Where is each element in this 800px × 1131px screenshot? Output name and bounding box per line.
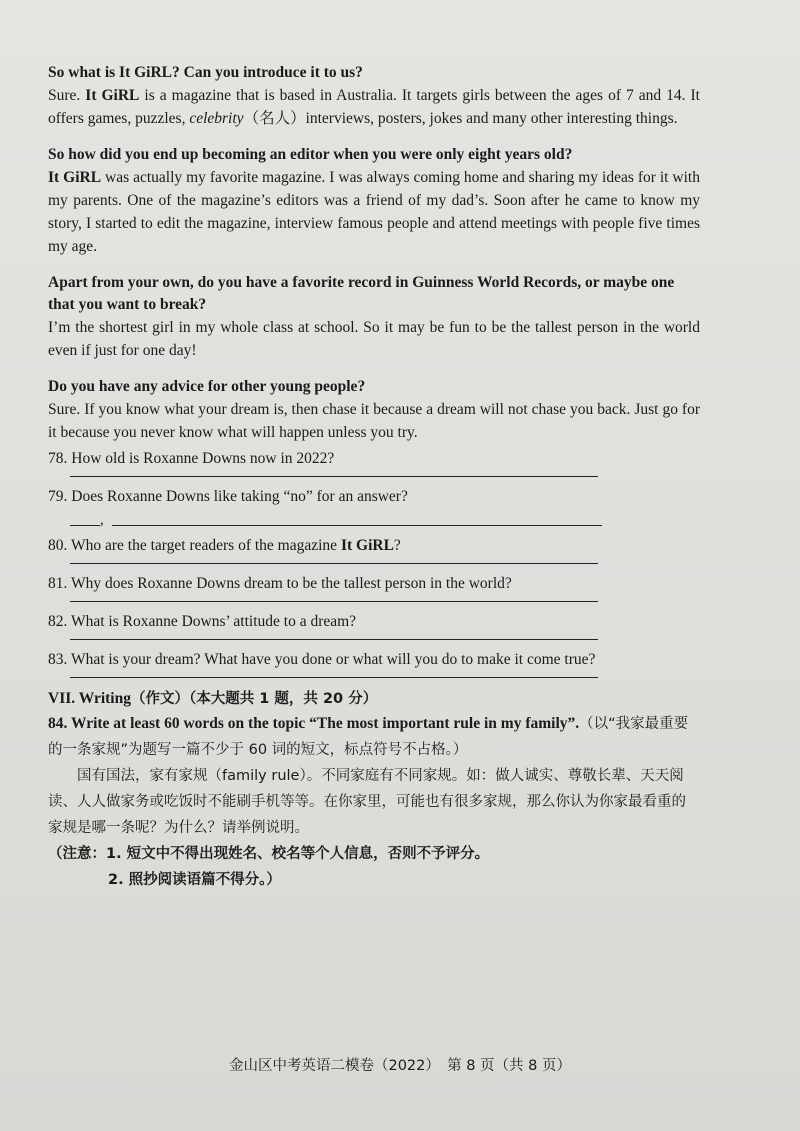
long-answer-line[interactable]	[112, 525, 602, 526]
question-79: 79. Does Roxanne Downs like taking “no” for an answer?	[48, 488, 408, 505]
answer-text: Sure.	[48, 87, 86, 104]
answer-line-78[interactable]	[70, 476, 598, 477]
interview-block-1	[48, 62, 700, 130]
interview-block-3	[48, 272, 700, 362]
answer-line-83[interactable]	[70, 677, 598, 678]
writing-heading	[48, 687, 700, 711]
interview-answer: Sure. If you know what your dream is, then chase it because a dream will not chase you back. Just go for it because you never know what will happen unless you try.	[48, 401, 700, 441]
question-80	[48, 535, 700, 557]
interview-question: So what is It GiRL? Can you introduce it to us?	[48, 64, 363, 81]
magazine-name: It GiRL	[340, 537, 394, 554]
answer-line-81[interactable]	[70, 601, 598, 602]
interview-block-2	[48, 144, 700, 258]
section-score-info: （作文）（本大题共 1 题，共 20 分）	[130, 691, 378, 707]
page-footer: 金山区中考英语二模卷（2022） 第 8 页（共 8 页）	[228, 1058, 572, 1074]
answer-text: is a magazine that is based in Australia. It targets girls between the ages of 7 and 14. It offers games, puzzles,	[48, 87, 700, 127]
magazine-name: It GiRL	[85, 87, 140, 104]
question-78: 78. How old is Roxanne Downs now in 2022?	[48, 450, 335, 467]
question-mark: ?	[393, 537, 401, 554]
writing-prompt	[48, 711, 700, 763]
celebrity-word: celebrity	[189, 110, 244, 127]
interview-answer	[48, 166, 700, 258]
comma-mark: ,	[100, 512, 104, 528]
writing-note-1: （注意：1. 短文中不得出现姓名、校名等个人信息，否则不予评分。	[48, 846, 490, 862]
prompt-english: 84. Write at least 60 words on the topic “The most important rule in my family”.	[48, 715, 580, 732]
interview-block-4	[48, 376, 700, 444]
writing-instructions: 国有国法，家有家规（family rule）。不同家庭有不同家规。如：做人诚实、尊敬长辈、天天阅读、人人做家务或吃饭时不能刷手机等等。在你家里，可能也有很多家规，那么你认为你家最看重的家规是哪一条呢？为什么？请举例说明。	[48, 768, 686, 836]
answer-line-79[interactable]	[48, 514, 700, 526]
interview-question: So how did you end up becoming an editor when you were only eight years old?	[48, 146, 573, 163]
writing-section	[48, 687, 700, 893]
interview-answer: I’m the shortest girl in my whole class at school. So it may be fun to be the tallest person in the world even if just for one day!	[48, 319, 700, 359]
section-title: VII. Writing	[48, 690, 131, 707]
question-text: 80. Who are the target readers of the magazine	[48, 537, 341, 554]
prompt-chinese: （以“我家最重要的一条家规”为题写一篇不少于 60 词的短文，标点符号不占格。）	[48, 716, 689, 758]
interview-answer	[48, 84, 700, 130]
short-answer-line[interactable]	[70, 525, 100, 526]
question-82: 82. What is Roxanne Downs’ attitude to a dream?	[48, 613, 357, 630]
page-content	[48, 62, 700, 893]
magazine-name: It GiRL	[48, 169, 102, 186]
answer-line-82[interactable]	[70, 639, 598, 640]
interview-question: Do you have any advice for other young people?	[48, 378, 366, 395]
comprehension-questions	[48, 448, 700, 678]
answer-text: （名人）interviews, posters, jokes and many other interesting things.	[243, 110, 678, 127]
question-81: 81. Why does Roxanne Downs dream to be the tallest person in the world?	[48, 575, 512, 592]
answer-text: was actually my favorite magazine. I was always coming home and sharing my ideas for it with my parents. One of the magazine’s editors was a friend of my dad’s. Soon after he came to know my story, I started to edit the magazine, interview famous people and attend meetings with people five times my age.	[48, 169, 700, 255]
writing-note-2: 2. 照抄阅读语篇不得分。）	[108, 872, 281, 888]
answer-line-80[interactable]	[70, 563, 598, 564]
question-83: 83. What is your dream? What have you done or what will you do to make it come true?	[48, 651, 596, 668]
interview-question: Apart from your own, do you have a favorite record in Guinness World Records, or maybe one that you want to break?	[48, 274, 675, 313]
